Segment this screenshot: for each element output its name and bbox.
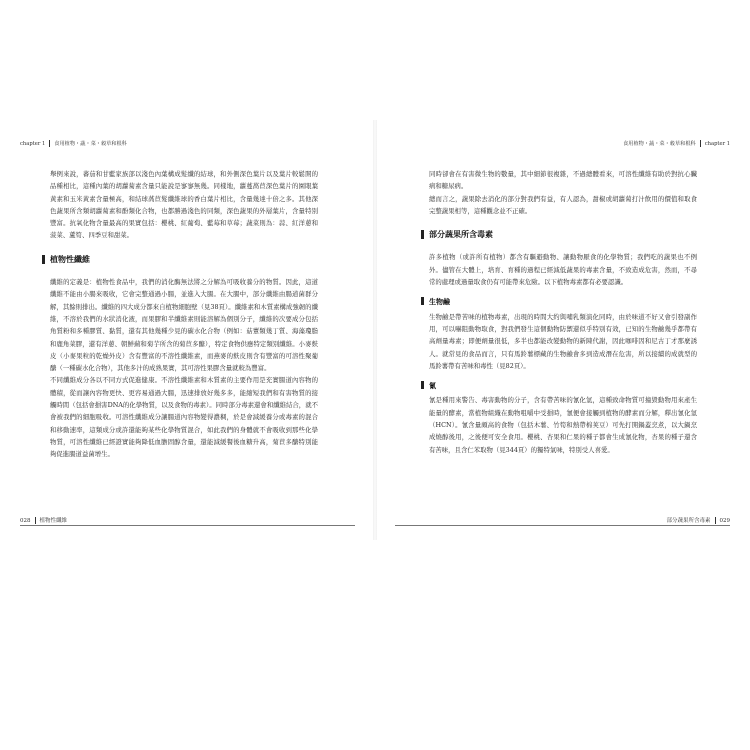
page-footer — [20, 516, 67, 524]
paragraph: 總而言之，蔬果除去消化的部分對我們有益，有人認為，甜椒或胡蘿蔔打汁飲用的價值和取食完整蔬果相等，這種觀念並不正確。 — [429, 194, 697, 215]
page-number: 029 — [719, 518, 730, 524]
footer-title: 部分蔬果所含毒素 — [666, 518, 711, 524]
chapter-label: chapter 1 — [20, 141, 46, 147]
text-column — [50, 168, 318, 461]
page-number: 028 — [20, 518, 31, 524]
footer-divider — [715, 517, 716, 524]
footer-divider — [35, 517, 36, 524]
header-title: 食用植物・蔬・菜・穀草和根科 — [623, 141, 696, 147]
paragraph: 同時卻會在有害微生物的數量，其中細節很複雜，不過總體看來，可溶性纖維有助於對抗心臟病和糖尿病。 — [429, 170, 697, 191]
footer-rule — [20, 525, 355, 526]
paragraph: 氰是種用來警告、毒害動物的分子，含有帶苦味的氰化氫，這種致命物質可撞毀動物用來產生能量的酵素，當植物組織在動物咀嚼中受損時，氰便會接觸到植物的酵素而分解，釋出氰化氫（HCN）。氰含量頗高的食物（包括木薯、竹筍和熱帶棉荚豆）可先打開鍋蓋烹煮，以大鍋烹成燒醇後用，之後便可安全食用。櫻桃、杏果和仁果的種子都會生成氰化物，杏果的種子還含有苦味，且含仁苯取物（見344頁）的獨特氣味，特別受人喜愛。 — [429, 396, 697, 454]
header-divider — [49, 140, 50, 147]
chapter-label: chapter 1 — [704, 141, 730, 147]
subsection-heading: 生物鹼 — [429, 296, 697, 308]
right-page — [375, 0, 750, 750]
running-header — [623, 140, 730, 147]
text-column — [429, 168, 697, 456]
paragraph: 許多植物（或許所有植物）都含有驅避動物、讓動物厭食的化學物質；我們吃的蔬果也不例外。儘管在大體上，培育、育種的過程已經減低蔬果的毒素含量，不致造成危害，然而，不尋常的處理或過量取食仍有可能帶來危險。以下植物毒素都有必要認識。 — [429, 253, 697, 287]
header-title: 食用植物・蔬・菜・穀草和根科 — [54, 141, 127, 147]
subsection-heading: 氰 — [429, 380, 697, 392]
paragraph: 纖維的定義是：植物性食品中，我們的消化酶無法將之分解為可吸收養分的物質。因此，這道纖維不能由小腸來吸收，它會完整通過小腸，並進入大腸。在大腸中，部分纖維由腸道菌群分解，其餘則排出。纖維的四大成分都來自植物細胞壁（見38頁）。纖維素和木質素構成強韌的纖維，不溶於我們的水狀消化液，而果膠和半纖維素則能溶解為個別分子，纖維的次要成分包括角質粉和多種膠質、黏質，還有其他幾種少見的碳水化合物（例如：菇蕈類幾丁質、海藻瓊脂和鹿角菜膠，還有洋蔥、朝鮮薊和菊芋所含的菊苣多醣），特定食物供應特定類別纖維。小麥麩皮（小麥果粒的乾燥外皮）含有豐富的不溶性纖維素，而燕麥的麩皮則含有豐富的可溶性聚葡醣（一種碳水化合物），其他多汁的成熟果實，其可溶性果膠含量就較為豐富。 — [50, 278, 318, 373]
page-footer — [666, 516, 730, 524]
paragraph: 舉例來說，蕃茄和甘藍家族部以淺色內葉構成髮纖的結球，和外側深色葉片以及葉片較鬆開的品種相比，這種內葉的胡蘿蔔素含量只能說是寥寥無幾。同樣地，蘿蔓萵苣深色葉片的園眼葉黃素和玉米黃素含量極高，和結球萵苣髮纖維球的香白葉片相比，含量幾達十倍之多。其他深色蔬果所含類胡蘿蔔素和酚類化合物，也都勝過淺色的同類，深色蔬果的外層葉片，含量特別豐富。抗氧化物含量最高的果實包括：櫻桃、紅葡萄、藍莓和草莓；蔬菜則為：蒜、紅洋蔥和菠菜、蘆筍、四季豆和甜菜。 — [50, 170, 318, 240]
footer-rule — [395, 525, 730, 526]
footer-title: 植物性纖維 — [39, 518, 68, 524]
header-divider — [700, 140, 701, 147]
paragraph: 生物鹼是帶苦味的植物毒素，出現的時間大約與哺乳類演化同時，由於味道不好又會引發副作用，可以嚇阻動物取食，對我們發生這個動物防禦還似乎特別有效，已知的生物鹼幾乎都帶有高劑量毒素；即便劑量很低，多半也都能改變動物的新陳代謝，因此咖啡因和尼古丁才那麼誘人。就常見的食品而言，只有馬鈴薯標藏的生物鹼會多到造成潛在危害，所以接續的成就型的馬鈴薯帶有苦味和毒性（見82頁）。 — [429, 312, 697, 370]
paragraph: 不同纖維成分各以不同方式促進健康。不溶性纖維素和木質素的主要作用是充實腸道內容物的體積，從而讓內容物更快、更容易通過大腸，迅速排放好幾多多，能縮短我們和有害物質的接觸時間（包括會損害DNA的化學物質，以及食物的毒素）。同時部分毒素還會和纖維結合，就不會被我們的細胞吸收。可溶性纖維成分讓腸道內容物變得濃稠，於是會減緩養分或毒素的混合和移動速率，這類成分或許還能夠某些化學物質混合，如此我們的身體就不會吸收到那些化學物質，可溶性纖維已經證實能夠降低血膽固醇含量，還能減緩餐後血糖升高，菊苣多醣特別能夠促進腸道益菌增生。 — [50, 376, 318, 459]
running-header — [20, 140, 127, 147]
section-heading: 部分蔬果所含毒素 — [429, 229, 697, 241]
section-heading: 植物性纖維 — [50, 254, 318, 266]
